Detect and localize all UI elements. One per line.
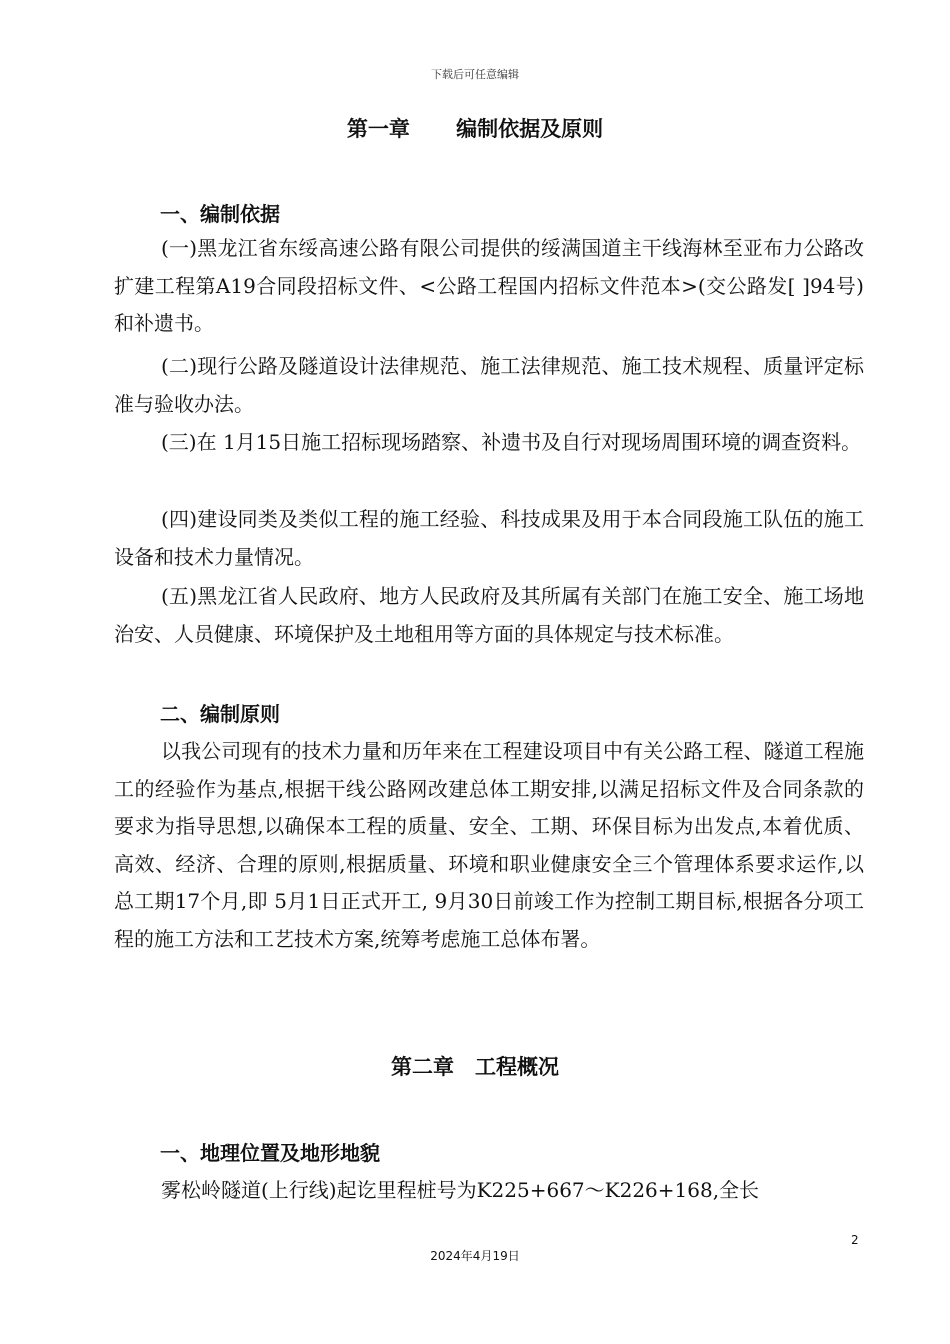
chapter-number: 第一章 [346,117,410,141]
section-heading: 二、编制原则 [160,702,280,726]
section-heading: 一、地理位置及地形地貌 [160,1141,380,1165]
paragraph: (二)现行公路及隧道设计法律规范、施工法律规范、施工技术规程、质量评定标准与验收办法。 [114,354,864,416]
paragraph: (五)黑龙江省人民政府、地方人民政府及其所属有关部门在施工安全、施工场地治安、人员健康、环境保护及土地租用等方面的具体规定与技术标准。 [114,584,864,646]
chapter-number: 第二章 [391,1055,454,1079]
chapter-title: 工程概况 [475,1055,559,1079]
section-heading: 一、编制依据 [160,202,280,226]
page-number: 2 [851,1233,859,1247]
paragraph: (三)在 1月15日施工招标现场踏察、补遗书及自行对现场周围环境的调查资料。 [161,430,862,454]
chapter-title: 编制依据及原则 [456,117,604,141]
paragraph: 以我公司现有的技术力量和历年来在工程建设项目中有关公路工程、隧道工程施工的经验作为基点,根据干线公路网改建总体工期安排,以满足招标文件及合同条款的要求为指导思想,以确保本工程的质量、安全、工期、环保目标为出发点,本着优质、高效、经济、合理的原则,根据质量、环境和职业健康安全三个管理体系要求运作,以总工期17个月,即 5月1日正式开工, 9月30日前竣工作为控制工期目标,根据各分项工程的施工方法和工艺技术方案,统筹考虑施工总体布署。 [114,739,864,951]
chapter-heading [0,1051,950,1081]
paragraph: (四)建设同类及类似工程的施工经验、科技成果及用于本合同段施工队伍的施工设备和技术力量情况。 [114,507,864,569]
paragraph: 雾松岭隧道(上行线)起讫里程桩号为K225+667～K226+168,全长 [161,1178,760,1202]
paragraph: (一)黑龙江省东绥高速公路有限公司提供的绥满国道主干线海林至亚布力公路改扩建工程第A19合同段招标文件、<公路工程国内招标文件范本>(交公路发[ ]94号)和补遗书。 [114,236,864,335]
chapter-heading [0,113,950,143]
page-header: 下载后可任意编辑 [431,68,519,81]
footer-date: 2024年4月19日 [430,1249,520,1263]
